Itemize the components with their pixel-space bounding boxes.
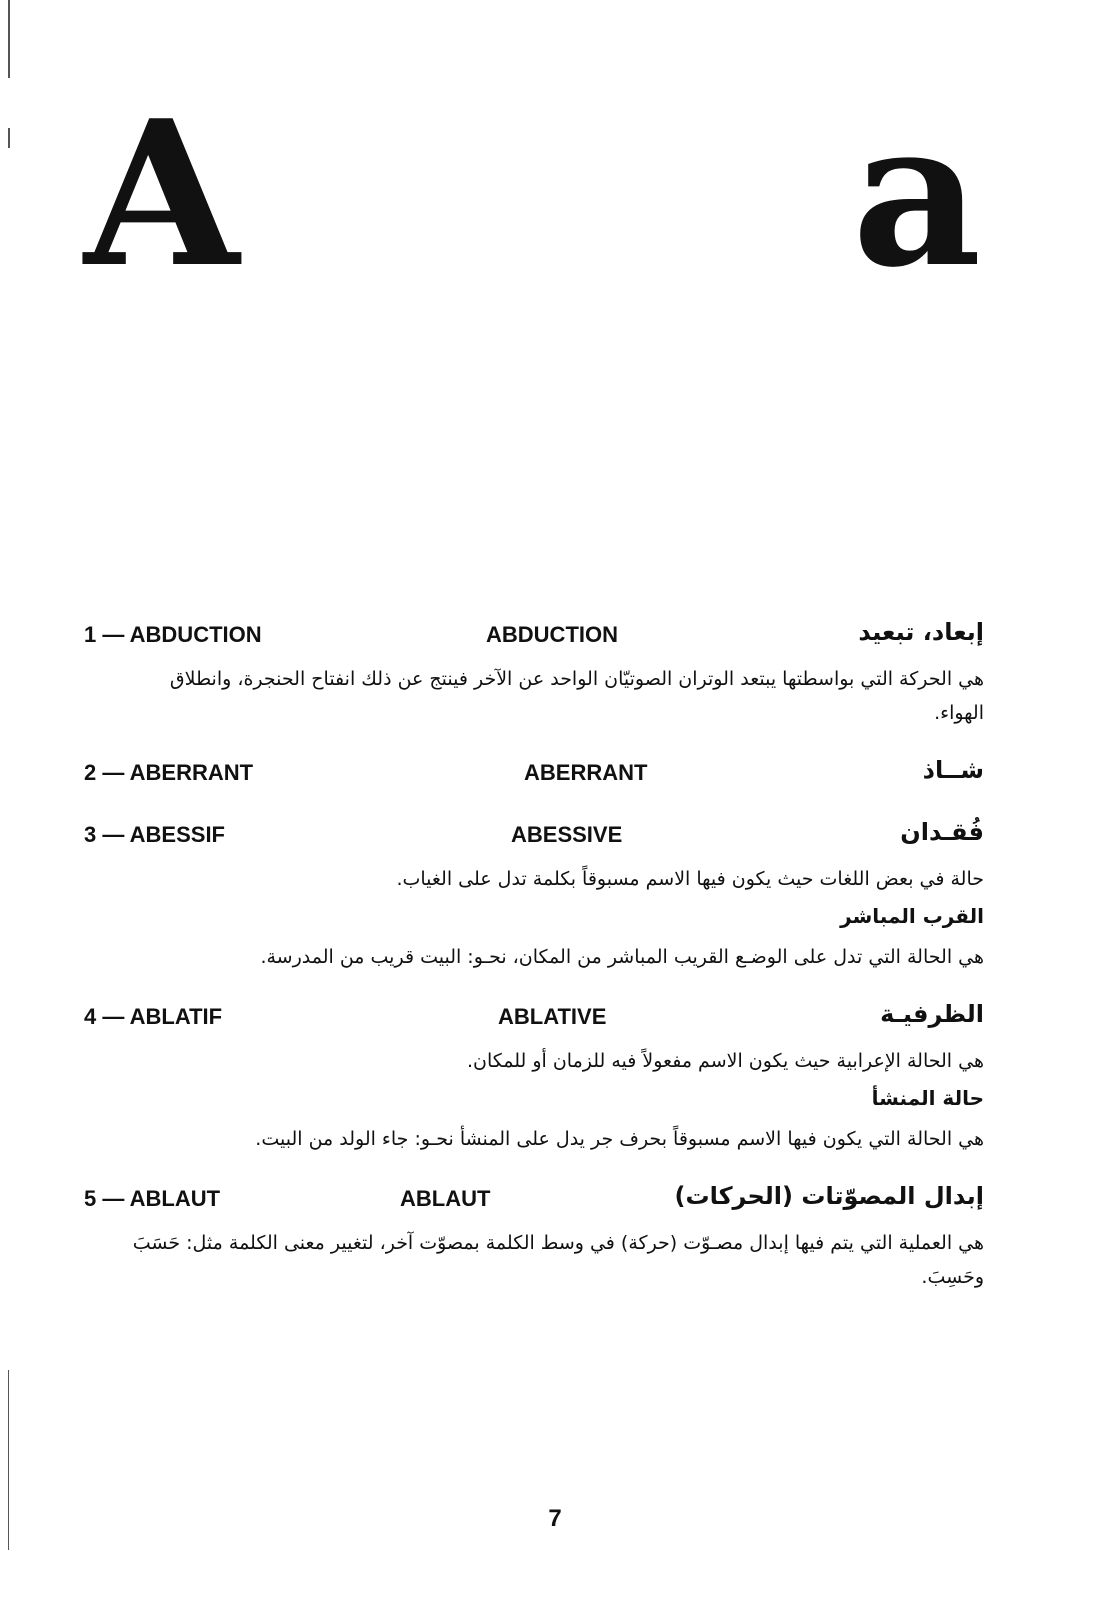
entry-term-arabic: إبدال المصوّتات (الحركات) [674, 1182, 984, 1210]
entry-heading-row [84, 756, 984, 792]
entry-term-english: ABDUCTION [486, 622, 618, 647]
scan-edge-mark [8, 128, 10, 148]
entry-subheading: القرب المباشر [840, 904, 984, 928]
glossary-entry [84, 1182, 984, 1294]
entry-term-french: 4 — ABLATIF [84, 1004, 223, 1029]
glossary-entry [84, 1000, 984, 1156]
scan-edge-mark [8, 0, 10, 78]
page-number: 7 [548, 1505, 562, 1532]
entry-subheading: حالة المنشأ [871, 1086, 984, 1110]
entry-term-french: 3 — ABESSIF [84, 822, 225, 847]
entry-heading-row [84, 818, 984, 854]
entry-term-english: ABERRANT [524, 760, 648, 785]
entry-term-french: 5 — ABLAUT [84, 1186, 221, 1211]
entry-heading-row [84, 618, 984, 654]
entry-term-arabic: الظرفيـة [880, 1000, 984, 1028]
entry-term-arabic: فُقـدان [900, 818, 984, 846]
entry-definition: هي الحركة التي بواسطتها يبتعد الوتران الصوتيّان الواحد عن الآخر فينتج عن ذلك انفتاح الحنجرة، وانطلاق الهواء. [169, 668, 984, 724]
entry-term-arabic: إبعاد، تبعيد [858, 618, 984, 646]
section-letter-lowercase: a [852, 77, 982, 312]
entry-term-arabic: شــاذ [922, 756, 984, 784]
entry-definition: هي الحالة التي يكون فيها الاسم مسبوقاً بحرف جر يدل على المنشأ نحـو: جاء الولد من البيت. [255, 1128, 984, 1150]
glossary-entry [84, 818, 984, 974]
glossary-entry [84, 618, 984, 730]
glossary-entries [84, 618, 984, 1320]
section-letter-uppercase: A [84, 77, 240, 312]
entry-term-english: ABLATIVE [498, 1004, 607, 1029]
glossary-entry [84, 756, 984, 792]
entry-term-english: ABLAUT [400, 1186, 491, 1211]
entry-heading-row [84, 1000, 984, 1036]
entry-term-french: 2 — ABERRANT [84, 760, 254, 785]
entry-term-french: 1 — ABDUCTION [84, 622, 262, 647]
entry-definition: هي الحالة التي تدل على الوضـع القريب المباشر من المكان، نحـو: البيت قريب من المدرسة. [260, 946, 984, 968]
entry-heading-row [84, 1182, 984, 1218]
entry-term-english: ABESSIVE [511, 822, 623, 847]
entry-definition: حالة في بعض اللغات حيث يكون فيها الاسم مسبوقاً بكلمة تدل على الغياب. [396, 868, 984, 890]
entry-definition: هي العملية التي يتم فيها إبدال مصـوّت (حركة) في وسط الكلمة بمصوّت آخر، لتغيير معنى الكلمة مثل: حَسَبَ وحَسِبَ. [132, 1232, 984, 1288]
entry-definition: هي الحالة الإعرابية حيث يكون الاسم مفعولاً فيه للزمان أو للمكان. [466, 1050, 984, 1072]
